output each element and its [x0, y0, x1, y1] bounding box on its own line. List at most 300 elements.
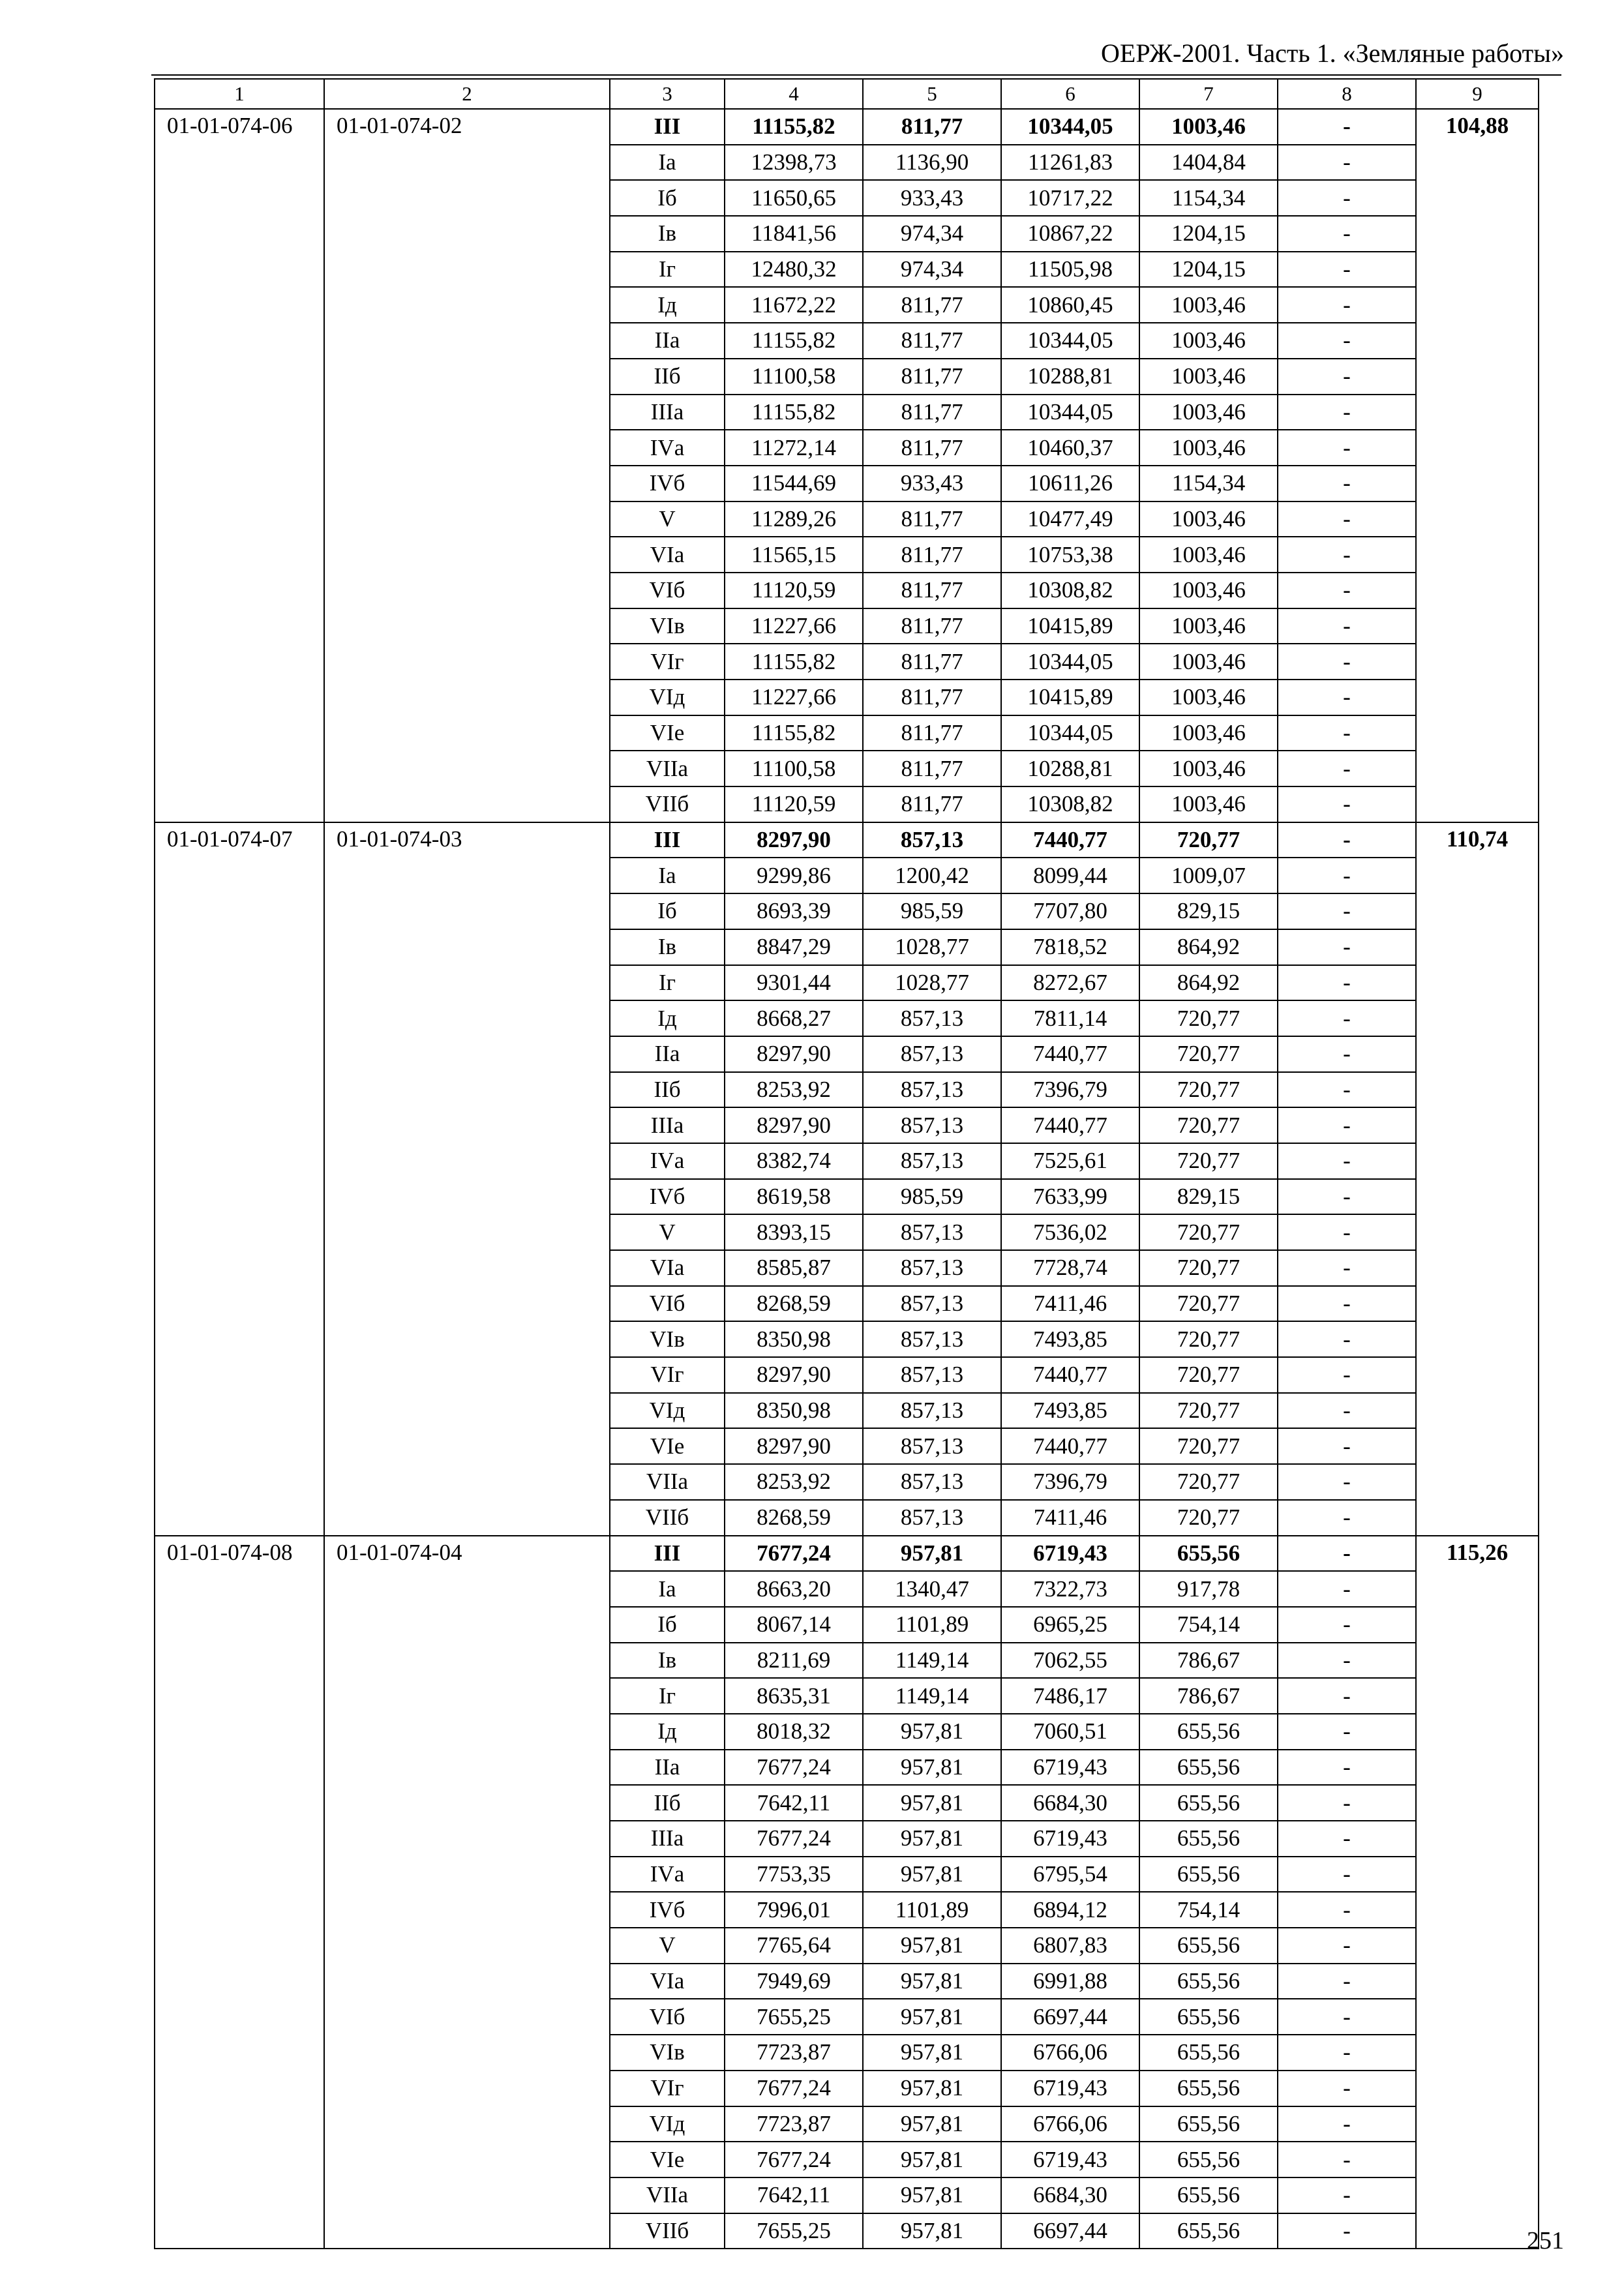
machine-cost-cell: 7633,99 — [1001, 1179, 1139, 1215]
machine-cost-cell: 6719,43 — [1001, 1821, 1139, 1857]
machinist-wages-cell: 720,77 — [1139, 822, 1278, 858]
wages-cell: 811,77 — [863, 715, 1001, 751]
total-cost-cell: 8393,15 — [725, 1214, 863, 1250]
column-number: 4 — [725, 79, 863, 109]
materials-cell: - — [1278, 395, 1416, 430]
zone-cell: IIб — [610, 359, 725, 395]
zone-cell: IVб — [610, 466, 725, 501]
wages-cell: 957,81 — [863, 2177, 1001, 2213]
machinist-wages-cell: 1204,15 — [1139, 252, 1278, 288]
machinist-wages-cell: 829,15 — [1139, 1179, 1278, 1215]
machinist-wages-cell: 655,56 — [1139, 1536, 1278, 1572]
wages-cell: 957,81 — [863, 1928, 1001, 1964]
total-cost-cell: 7642,11 — [725, 1785, 863, 1821]
materials-cell: - — [1278, 858, 1416, 893]
machinist-wages-cell: 720,77 — [1139, 1464, 1278, 1500]
total-cost-cell: 7677,24 — [725, 2142, 863, 2177]
zone-cell: III — [610, 109, 725, 145]
total-cost-cell: 8635,31 — [725, 1678, 863, 1714]
materials-cell: - — [1278, 1250, 1416, 1286]
materials-cell: - — [1278, 1928, 1416, 1964]
wages-cell: 1028,77 — [863, 929, 1001, 965]
wages-cell: 1101,89 — [863, 1892, 1001, 1928]
materials-cell: - — [1278, 2071, 1416, 2106]
zone-cell: VIIа — [610, 2177, 725, 2213]
machine-cost-cell: 6991,88 — [1001, 1964, 1139, 1999]
machine-cost-cell: 7440,77 — [1001, 1107, 1139, 1143]
total-cost-cell: 11155,82 — [725, 644, 863, 680]
machine-cost-cell: 7060,51 — [1001, 1714, 1139, 1750]
materials-cell: - — [1278, 1536, 1416, 1572]
zone-cell: Iд — [610, 1000, 725, 1036]
total-cost-cell: 7723,87 — [725, 2106, 863, 2142]
materials-cell: - — [1278, 2142, 1416, 2177]
zone-cell: Iб — [610, 180, 725, 216]
materials-cell: - — [1278, 1714, 1416, 1750]
wages-cell: 957,81 — [863, 1821, 1001, 1857]
machine-cost-cell: 7411,46 — [1001, 1286, 1139, 1322]
machinist-wages-cell: 754,14 — [1139, 1607, 1278, 1643]
column-number: 6 — [1001, 79, 1139, 109]
zone-cell: IVа — [610, 1143, 725, 1179]
materials-cell: - — [1278, 965, 1416, 1001]
machinist-wages-cell: 720,77 — [1139, 1000, 1278, 1036]
machine-cost-cell: 7440,77 — [1001, 1428, 1139, 1464]
machine-cost-cell: 7062,55 — [1001, 1643, 1139, 1679]
wages-cell: 857,13 — [863, 1214, 1001, 1250]
zone-cell: VIе — [610, 2142, 725, 2177]
materials-cell: - — [1278, 2106, 1416, 2142]
wages-cell: 1028,77 — [863, 965, 1001, 1001]
machinist-wages-cell: 655,56 — [1139, 1964, 1278, 1999]
machine-cost-cell: 8099,44 — [1001, 858, 1139, 893]
machinist-wages-cell: 1003,46 — [1139, 537, 1278, 573]
machine-cost-cell: 7818,52 — [1001, 929, 1139, 965]
zone-cell: VIIб — [610, 1500, 725, 1536]
materials-cell: - — [1278, 1428, 1416, 1464]
machinist-wages-cell: 1204,15 — [1139, 216, 1278, 252]
machine-cost-cell: 6719,43 — [1001, 1536, 1139, 1572]
total-cost-cell: 8297,90 — [725, 822, 863, 858]
zone-cell: Iг — [610, 252, 725, 288]
total-cost-cell: 9301,44 — [725, 965, 863, 1001]
machinist-wages-cell: 655,56 — [1139, 1857, 1278, 1893]
total-cost-cell: 11155,82 — [725, 323, 863, 359]
total-cost-cell: 7655,25 — [725, 2213, 863, 2249]
zone-cell: Iг — [610, 1678, 725, 1714]
materials-cell: - — [1278, 287, 1416, 323]
total-cost-cell: 11227,66 — [725, 680, 863, 715]
materials-cell: - — [1278, 501, 1416, 537]
machinist-wages-cell: 655,56 — [1139, 2106, 1278, 2142]
wages-cell: 957,81 — [863, 1785, 1001, 1821]
wages-cell: 857,13 — [863, 1321, 1001, 1357]
machine-cost-cell: 8272,67 — [1001, 965, 1139, 1001]
zone-cell: VIг — [610, 1357, 725, 1393]
total-cost-cell: 11155,82 — [725, 395, 863, 430]
machine-cost-cell: 7728,74 — [1001, 1250, 1139, 1286]
total-cost-cell: 8253,92 — [725, 1072, 863, 1108]
machinist-wages-cell: 720,77 — [1139, 1357, 1278, 1393]
wages-cell: 811,77 — [863, 680, 1001, 715]
column-number: 1 — [155, 79, 324, 109]
machinist-wages-cell: 1154,34 — [1139, 466, 1278, 501]
wages-cell: 857,13 — [863, 1500, 1001, 1536]
price-table — [154, 78, 1539, 2249]
machine-cost-cell: 7396,79 — [1001, 1072, 1139, 1108]
machine-cost-cell: 6719,43 — [1001, 2142, 1139, 2177]
machine-cost-cell: 10308,82 — [1001, 573, 1139, 608]
wages-cell: 957,81 — [863, 1964, 1001, 1999]
materials-cell: - — [1278, 1571, 1416, 1607]
machinist-wages-cell: 655,56 — [1139, 2071, 1278, 2106]
zone-cell: VIIб — [610, 786, 725, 822]
zone-cell: III — [610, 822, 725, 858]
wages-cell: 957,81 — [863, 2071, 1001, 2106]
total-cost-cell: 9299,86 — [725, 858, 863, 893]
zone-cell: IIIа — [610, 395, 725, 430]
zone-cell: VIд — [610, 1393, 725, 1429]
table-row — [155, 822, 1539, 858]
machine-cost-cell: 7411,46 — [1001, 1500, 1139, 1536]
total-cost-cell: 11155,82 — [725, 109, 863, 145]
machine-cost-cell: 10344,05 — [1001, 395, 1139, 430]
machinist-wages-cell: 655,56 — [1139, 2213, 1278, 2249]
wages-cell: 811,77 — [863, 537, 1001, 573]
total-cost-cell: 8382,74 — [725, 1143, 863, 1179]
wages-cell: 957,81 — [863, 2213, 1001, 2249]
machinist-wages-cell: 720,77 — [1139, 1286, 1278, 1322]
zone-cell: V — [610, 501, 725, 537]
materials-cell: - — [1278, 537, 1416, 573]
materials-cell: - — [1278, 2177, 1416, 2213]
machinist-wages-cell: 1003,46 — [1139, 395, 1278, 430]
zone-cell: IIа — [610, 1036, 725, 1072]
total-cost-cell: 8067,14 — [725, 1607, 863, 1643]
reference-code-cell: 01-01-074-02 — [324, 109, 610, 822]
zone-cell: VIг — [610, 644, 725, 680]
machinist-wages-cell: 655,56 — [1139, 1821, 1278, 1857]
machinist-wages-cell: 1003,46 — [1139, 715, 1278, 751]
wages-cell: 985,59 — [863, 893, 1001, 929]
wages-cell: 857,13 — [863, 1072, 1001, 1108]
total-cost-cell: 12398,73 — [725, 145, 863, 181]
machine-cost-cell: 6684,30 — [1001, 2177, 1139, 2213]
total-cost-cell: 7949,69 — [725, 1964, 863, 1999]
materials-cell: - — [1278, 1143, 1416, 1179]
column-number: 2 — [324, 79, 610, 109]
zone-cell: VIе — [610, 715, 725, 751]
zone-cell: VIб — [610, 1286, 725, 1322]
column-number: 5 — [863, 79, 1001, 109]
total-cost-cell: 8619,58 — [725, 1179, 863, 1215]
total-cost-cell: 7996,01 — [725, 1892, 863, 1928]
table-row — [155, 109, 1539, 145]
machinist-wages-cell: 1003,46 — [1139, 430, 1278, 466]
machinist-wages-cell: 754,14 — [1139, 1892, 1278, 1928]
zone-cell: Iа — [610, 145, 725, 181]
materials-cell: - — [1278, 644, 1416, 680]
machinist-wages-cell: 655,56 — [1139, 1928, 1278, 1964]
wages-cell: 1340,47 — [863, 1571, 1001, 1607]
machine-cost-cell: 10753,38 — [1001, 537, 1139, 573]
materials-cell: - — [1278, 1785, 1416, 1821]
total-cost-cell: 11227,66 — [725, 608, 863, 644]
wages-cell: 857,13 — [863, 822, 1001, 858]
materials-cell: - — [1278, 216, 1416, 252]
zone-cell: VIа — [610, 537, 725, 573]
materials-cell: - — [1278, 466, 1416, 501]
total-cost-cell: 8268,59 — [725, 1500, 863, 1536]
total-cost-cell: 11650,65 — [725, 180, 863, 216]
machine-cost-cell: 6697,44 — [1001, 1999, 1139, 2035]
materials-cell: - — [1278, 1892, 1416, 1928]
document-header-title: ОЕРЖ-2001. Часть 1. «Земляные работы» — [1101, 38, 1564, 68]
total-cost-cell: 7677,24 — [725, 1821, 863, 1857]
wages-cell: 811,77 — [863, 430, 1001, 466]
zone-cell: Iв — [610, 216, 725, 252]
materials-cell: - — [1278, 1678, 1416, 1714]
materials-cell: - — [1278, 1214, 1416, 1250]
machinist-wages-cell: 655,56 — [1139, 2035, 1278, 2071]
machine-cost-cell: 7493,85 — [1001, 1321, 1139, 1357]
machinist-wages-cell: 655,56 — [1139, 2142, 1278, 2177]
machine-cost-cell: 7396,79 — [1001, 1464, 1139, 1500]
zone-cell: IVб — [610, 1892, 725, 1928]
machine-cost-cell: 6684,30 — [1001, 1785, 1139, 1821]
zone-cell: VIIа — [610, 751, 725, 786]
column-number-row — [155, 79, 1539, 109]
materials-cell: - — [1278, 430, 1416, 466]
column-number: 3 — [610, 79, 725, 109]
total-cost-cell: 8297,90 — [725, 1357, 863, 1393]
total-cost-cell: 7677,24 — [725, 2071, 863, 2106]
materials-cell: - — [1278, 929, 1416, 965]
zone-cell: IIб — [610, 1072, 725, 1108]
rate-code-cell: 01-01-074-06 — [155, 109, 324, 822]
column-number: 7 — [1139, 79, 1278, 109]
total-cost-cell: 11289,26 — [725, 501, 863, 537]
total-cost-cell: 8585,87 — [725, 1250, 863, 1286]
wages-cell: 811,77 — [863, 323, 1001, 359]
materials-cell: - — [1278, 1643, 1416, 1679]
materials-cell: - — [1278, 822, 1416, 858]
zone-cell: Iв — [610, 929, 725, 965]
machinist-wages-cell: 1003,46 — [1139, 608, 1278, 644]
machinist-wages-cell: 720,77 — [1139, 1214, 1278, 1250]
wages-cell: 811,77 — [863, 287, 1001, 323]
zone-cell: Iа — [610, 1571, 725, 1607]
zone-cell: VIIб — [610, 2213, 725, 2249]
zone-cell: Iв — [610, 1643, 725, 1679]
materials-cell: - — [1278, 1000, 1416, 1036]
zone-cell: IIа — [610, 323, 725, 359]
zone-cell: VIIа — [610, 1464, 725, 1500]
materials-cell: - — [1278, 1857, 1416, 1893]
wages-cell: 957,81 — [863, 2106, 1001, 2142]
machinist-wages-cell: 864,92 — [1139, 929, 1278, 965]
total-cost-cell: 8350,98 — [725, 1393, 863, 1429]
machinist-wages-cell: 1003,46 — [1139, 573, 1278, 608]
total-cost-cell: 8297,90 — [725, 1428, 863, 1464]
machinist-wages-cell: 1154,34 — [1139, 180, 1278, 216]
total-cost-cell: 7642,11 — [725, 2177, 863, 2213]
machine-cost-cell: 7440,77 — [1001, 1036, 1139, 1072]
materials-cell: - — [1278, 1607, 1416, 1643]
total-cost-cell: 8350,98 — [725, 1321, 863, 1357]
machine-cost-cell: 10415,89 — [1001, 608, 1139, 644]
wages-cell: 811,77 — [863, 359, 1001, 395]
total-cost-cell: 11544,69 — [725, 466, 863, 501]
machine-cost-cell: 10308,82 — [1001, 786, 1139, 822]
zone-cell: IIб — [610, 1785, 725, 1821]
wages-cell: 933,43 — [863, 466, 1001, 501]
materials-cell: - — [1278, 1393, 1416, 1429]
machinist-wages-cell: 1003,46 — [1139, 109, 1278, 145]
machinist-wages-cell: 1003,46 — [1139, 323, 1278, 359]
materials-cell: - — [1278, 1321, 1416, 1357]
zone-cell: IVа — [610, 1857, 725, 1893]
zone-cell: VIв — [610, 1321, 725, 1357]
total-cost-cell: 11841,56 — [725, 216, 863, 252]
materials-cell: - — [1278, 2035, 1416, 2071]
machine-cost-cell: 7811,14 — [1001, 1000, 1139, 1036]
total-cost-cell: 8268,59 — [725, 1286, 863, 1322]
wages-cell: 857,13 — [863, 1250, 1001, 1286]
wages-cell: 974,34 — [863, 252, 1001, 288]
total-cost-cell: 7677,24 — [725, 1750, 863, 1786]
wages-cell: 1136,90 — [863, 145, 1001, 181]
materials-cell: - — [1278, 1750, 1416, 1786]
zone-cell: IVб — [610, 1179, 725, 1215]
machinist-wages-cell: 864,92 — [1139, 965, 1278, 1001]
wages-cell: 957,81 — [863, 1536, 1001, 1572]
reference-code-cell: 01-01-074-04 — [324, 1536, 610, 2249]
materials-cell: - — [1278, 1500, 1416, 1536]
materials-cell: - — [1278, 109, 1416, 145]
materials-cell: - — [1278, 252, 1416, 288]
machine-cost-cell: 6719,43 — [1001, 2071, 1139, 2106]
total-cost-cell: 7677,24 — [725, 1536, 863, 1572]
zone-cell: Iа — [610, 858, 725, 893]
machine-cost-cell: 6766,06 — [1001, 2035, 1139, 2071]
total-cost-cell: 8693,39 — [725, 893, 863, 929]
wages-cell: 811,77 — [863, 573, 1001, 608]
zone-cell: VIг — [610, 2071, 725, 2106]
materials-cell: - — [1278, 751, 1416, 786]
machine-cost-cell: 7486,17 — [1001, 1678, 1139, 1714]
machinist-wages-cell: 720,77 — [1139, 1250, 1278, 1286]
machine-cost-cell: 7493,85 — [1001, 1393, 1139, 1429]
materials-cell: - — [1278, 1107, 1416, 1143]
materials-cell: - — [1278, 145, 1416, 181]
total-cost-cell: 8297,90 — [725, 1107, 863, 1143]
machinist-wages-cell: 917,78 — [1139, 1571, 1278, 1607]
wages-cell: 974,34 — [863, 216, 1001, 252]
machinist-wages-cell: 655,56 — [1139, 1714, 1278, 1750]
total-cost-cell: 11155,82 — [725, 715, 863, 751]
machine-cost-cell: 6894,12 — [1001, 1892, 1139, 1928]
zone-cell: VIб — [610, 573, 725, 608]
machine-cost-cell: 10415,89 — [1001, 680, 1139, 715]
total-cost-cell: 8211,69 — [725, 1643, 863, 1679]
machine-cost-cell: 7440,77 — [1001, 822, 1139, 858]
wages-cell: 1149,14 — [863, 1678, 1001, 1714]
price-table-body — [155, 79, 1539, 2249]
materials-cell: - — [1278, 1036, 1416, 1072]
zone-cell: Iд — [610, 287, 725, 323]
machine-cost-cell: 11505,98 — [1001, 252, 1139, 288]
machine-cost-cell: 7440,77 — [1001, 1357, 1139, 1393]
column-number: 9 — [1416, 79, 1539, 109]
total-cost-cell: 11120,59 — [725, 786, 863, 822]
rate-code-cell: 01-01-074-07 — [155, 822, 324, 1536]
machinist-wages-cell: 1003,46 — [1139, 751, 1278, 786]
zone-cell: Iг — [610, 965, 725, 1001]
labor-cost-cell: 104,88 — [1416, 109, 1539, 822]
machinist-wages-cell: 720,77 — [1139, 1107, 1278, 1143]
total-cost-cell: 11672,22 — [725, 287, 863, 323]
machinist-wages-cell: 1003,46 — [1139, 786, 1278, 822]
zone-cell: III — [610, 1536, 725, 1572]
total-cost-cell: 7753,35 — [725, 1857, 863, 1893]
total-cost-cell: 8018,32 — [725, 1714, 863, 1750]
wages-cell: 1200,42 — [863, 858, 1001, 893]
machine-cost-cell: 10477,49 — [1001, 501, 1139, 537]
materials-cell: - — [1278, 1821, 1416, 1857]
wages-cell: 957,81 — [863, 1857, 1001, 1893]
machinist-wages-cell: 655,56 — [1139, 1785, 1278, 1821]
machine-cost-cell: 6719,43 — [1001, 1750, 1139, 1786]
materials-cell: - — [1278, 359, 1416, 395]
machine-cost-cell: 6766,06 — [1001, 2106, 1139, 2142]
zone-cell: V — [610, 1928, 725, 1964]
machine-cost-cell: 10611,26 — [1001, 466, 1139, 501]
machinist-wages-cell: 786,67 — [1139, 1678, 1278, 1714]
zone-cell: IIIа — [610, 1107, 725, 1143]
wages-cell: 957,81 — [863, 1750, 1001, 1786]
materials-cell: - — [1278, 786, 1416, 822]
machine-cost-cell: 6965,25 — [1001, 1607, 1139, 1643]
total-cost-cell: 11100,58 — [725, 751, 863, 786]
total-cost-cell: 8253,92 — [725, 1464, 863, 1500]
zone-cell: VIд — [610, 2106, 725, 2142]
total-cost-cell: 8297,90 — [725, 1036, 863, 1072]
wages-cell: 957,81 — [863, 1999, 1001, 2035]
machine-cost-cell: 11261,83 — [1001, 145, 1139, 181]
machine-cost-cell: 10344,05 — [1001, 323, 1139, 359]
machinist-wages-cell: 655,56 — [1139, 1750, 1278, 1786]
materials-cell: - — [1278, 608, 1416, 644]
zone-cell: Iб — [610, 1607, 725, 1643]
total-cost-cell: 11565,15 — [725, 537, 863, 573]
wages-cell: 1149,14 — [863, 1643, 1001, 1679]
header-rule — [151, 74, 1561, 76]
machine-cost-cell: 10867,22 — [1001, 216, 1139, 252]
machinist-wages-cell: 786,67 — [1139, 1643, 1278, 1679]
zone-cell: VIв — [610, 2035, 725, 2071]
wages-cell: 857,13 — [863, 1036, 1001, 1072]
wages-cell: 811,77 — [863, 644, 1001, 680]
machinist-wages-cell: 1003,46 — [1139, 644, 1278, 680]
machinist-wages-cell: 1003,46 — [1139, 501, 1278, 537]
page-number: 251 — [1527, 2227, 1564, 2254]
total-cost-cell: 11272,14 — [725, 430, 863, 466]
materials-cell: - — [1278, 180, 1416, 216]
machine-cost-cell: 7536,02 — [1001, 1214, 1139, 1250]
machinist-wages-cell: 720,77 — [1139, 1393, 1278, 1429]
materials-cell: - — [1278, 2213, 1416, 2249]
